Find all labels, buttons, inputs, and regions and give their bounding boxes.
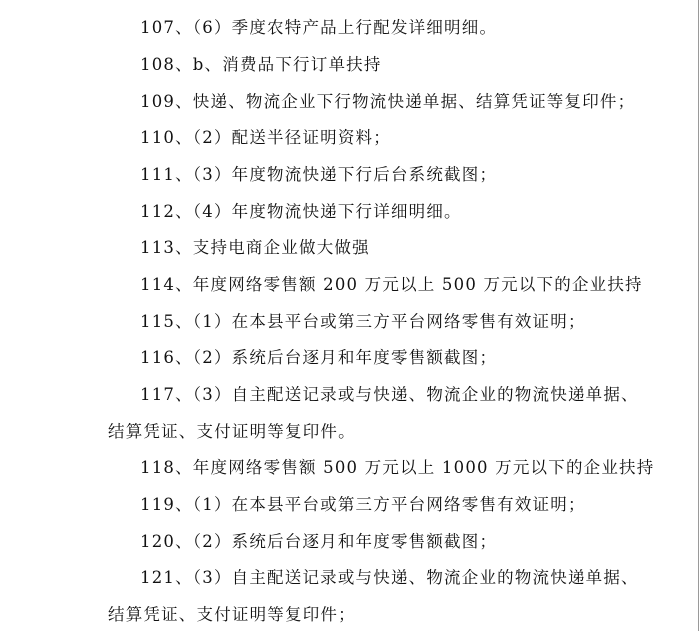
text-line-119: 119、（1）在本县平台或第三方平台网络零售有效证明； bbox=[140, 495, 586, 514]
text-line-115: 115、（1）在本县平台或第三方平台网络零售有效证明； bbox=[140, 312, 586, 331]
text-line-111: 111、（3）年度物流快递下行后台系统截图； bbox=[140, 165, 498, 184]
text-line-112: 112、（4）年度物流快递下行详细明细。 bbox=[140, 202, 462, 221]
text-line-108: 108、b、消费品下行订单扶持 bbox=[140, 55, 382, 74]
text-line-118: 118、年度网络零售额 500 万元以上 1000 万元以下的企业扶持 bbox=[140, 458, 655, 477]
text-line-121: 121、（3）自主配送记录或与快递、物流企业的物流快递单据、 bbox=[140, 568, 639, 587]
text-line-113: 113、支持电商企业做大做强 bbox=[140, 238, 370, 257]
text-line-114: 114、年度网络零售额 200 万元以上 500 万元以下的企业扶持 bbox=[140, 275, 643, 294]
text-line-117-continued: 结算凭证、支付证明等复印件。 bbox=[108, 422, 356, 441]
text-line-107: 107、（6）季度农特产品上行配发详细明细。 bbox=[140, 18, 498, 37]
text-line-116: 116、（2）系统后台逐月和年度零售额截图； bbox=[140, 348, 498, 367]
text-line-110: 110、（2）配送半径证明资料； bbox=[140, 128, 391, 147]
text-line-117: 117、（3）自主配送记录或与快递、物流企业的物流快递单据、 bbox=[140, 385, 639, 404]
text-line-120: 120、（2）系统后台逐月和年度零售额截图； bbox=[140, 532, 498, 551]
text-line-109: 109、快递、物流企业下行物流快递单据、结算凭证等复印件； bbox=[140, 92, 636, 111]
text-line-121-continued: 结算凭证、支付证明等复印件； bbox=[108, 605, 356, 624]
